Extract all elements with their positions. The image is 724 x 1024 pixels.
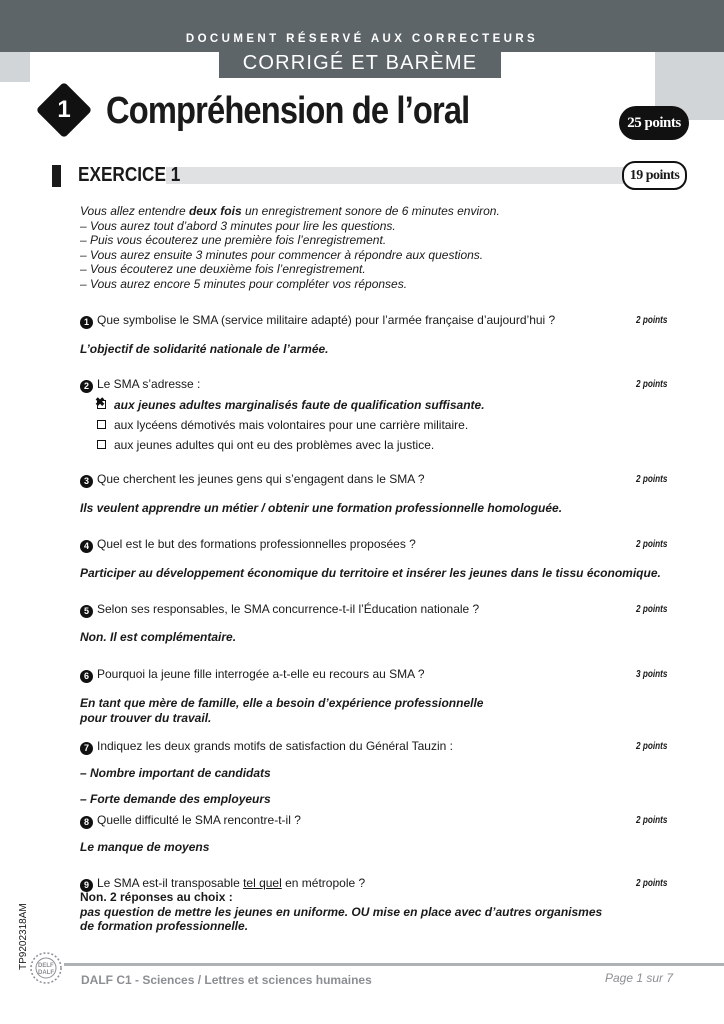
checked-box-icon [97, 400, 106, 409]
instruction-line: – Puis vous écouterez une première fois l’enregistrement. [80, 233, 387, 248]
answer-9: Non. 2 réponses au choix : pas question de mettre les jeunes en uniforme. OU mise en place avec d’autres organismes de formation professionnelle. [80, 890, 603, 933]
section-number-badge [36, 82, 93, 139]
exercise-bar [166, 167, 626, 184]
question-2-points: 2 points [636, 379, 668, 390]
answer-8: Le manque de moyens [80, 840, 210, 854]
question-number-icon: 6 [80, 670, 93, 683]
question-number-icon: 1 [80, 316, 93, 329]
checkbox-icon [97, 440, 106, 449]
question-4: 4 Quel est le but des formations professionnelles proposées ? [80, 537, 416, 553]
question-3: 3 Que cherchent les jeunes gens qui s’engagent dans le SMA ? [80, 472, 425, 488]
answer-7b: – Forte demande des employeurs [80, 792, 271, 806]
instruction-line: – Vous écouterez une deuxième fois l’enregistrement. [80, 262, 366, 277]
instruction-line: Vous allez entendre deux fois un enregistrement sonore de 6 minutes environ. [80, 204, 500, 218]
answer-6: En tant que mère de famille, elle a besoin d’expérience professionnelle pour trouver du travail. [80, 696, 484, 725]
option-2: aux lycéens démotivés mais volontaires pour une carrière militaire. [97, 418, 468, 432]
header-corrige-label: CORRIGÉ ET BARÈME [219, 48, 501, 78]
exercise-instructions [80, 204, 500, 292]
exercise-points: 19 points [622, 161, 687, 190]
question-1: 1 Que symbolise le SMA (service militaire adapté) pour l’armée française d’aujourd’hui ? [80, 313, 555, 329]
question-9-points: 2 points [636, 878, 668, 889]
instruction-line: – Vous aurez tout d’abord 3 minutes pour lire les questions. [80, 218, 396, 233]
section-title: Compréhension de l’oral [106, 90, 470, 132]
exercise-title: EXERCICE 1 [78, 164, 181, 186]
footer-title: DALF C1 - Sciences / Lettres et sciences humaines [81, 973, 372, 987]
section-number: 1 [57, 96, 71, 123]
header-reserved-text: DOCUMENT RÉSERVÉ AUX CORRECTEURS [185, 33, 539, 45]
question-1-points: 2 points [636, 315, 668, 326]
question-number-icon: 7 [80, 742, 93, 755]
question-7: 7 Indiquez les deux grands motifs de satisfaction du Général Tauzin : [80, 739, 453, 755]
svg-text:DALF: DALF [38, 970, 54, 976]
question-5: 5 Selon ses responsables, le SMA concurrence-t-il l’Éducation nationale ? [80, 602, 479, 618]
instruction-line: – Vous aurez ensuite 3 minutes pour commencer à répondre aux questions. [80, 247, 484, 262]
question-number-icon: 5 [80, 605, 93, 618]
question-3-points: 2 points [636, 474, 668, 485]
exercise-marker [52, 165, 61, 187]
section-total-points: 25 points [619, 106, 689, 140]
question-number-icon: 3 [80, 475, 93, 488]
question-9: 9 Le SMA est-il transposable tel quel en métropole ? [80, 876, 365, 892]
option-1: ✖aux jeunes adultes marginalisés faute de qualification suffisante. [97, 398, 485, 412]
question-number-icon: 2 [80, 380, 93, 393]
document-code: TP9202318AM [18, 903, 29, 970]
question-5-points: 2 points [636, 604, 668, 615]
question-8: 8 Quelle difficulté le SMA rencontre-t-il ? [80, 813, 301, 829]
answer-5: Non. Il est complémentaire. [80, 630, 237, 644]
answer-7a: – Nombre important de candidats [80, 766, 271, 780]
question-6-points: 3 points [636, 669, 668, 680]
question-4-points: 2 points [636, 539, 668, 550]
option-3: aux jeunes adultes qui ont eu des problèmes avec la justice. [97, 438, 434, 452]
question-number-icon: 8 [80, 816, 93, 829]
footer-line [64, 963, 724, 966]
question-2: 2 Le SMA s’adresse : [80, 377, 200, 393]
answer-1: L’objectif de solidarité nationale de l’armée. [80, 342, 329, 356]
header-left-block [0, 52, 30, 82]
svg-text:DELF: DELF [38, 963, 54, 969]
question-number-icon: 9 [80, 879, 93, 892]
question-6: 6 Pourquoi la jeune fille interrogée a-t-elle eu recours au SMA ? [80, 667, 425, 683]
instruction-line: – Vous aurez encore 5 minutes pour compléter vos réponses. [80, 276, 408, 291]
delf-dalf-logo [28, 950, 64, 986]
answer-3: Ils veulent apprendre un métier / obtenir une formation professionnelle homologuée. [80, 501, 563, 515]
question-8-points: 2 points [636, 815, 668, 826]
page-number: Page 1 sur 7 [605, 971, 674, 985]
checkbox-icon [97, 420, 106, 429]
question-number-icon: 4 [80, 540, 93, 553]
question-7-points: 2 points [636, 741, 668, 752]
answer-4: Participer au développement économique du territoire et insérer les jeunes dans le tissu économique. [80, 566, 661, 580]
